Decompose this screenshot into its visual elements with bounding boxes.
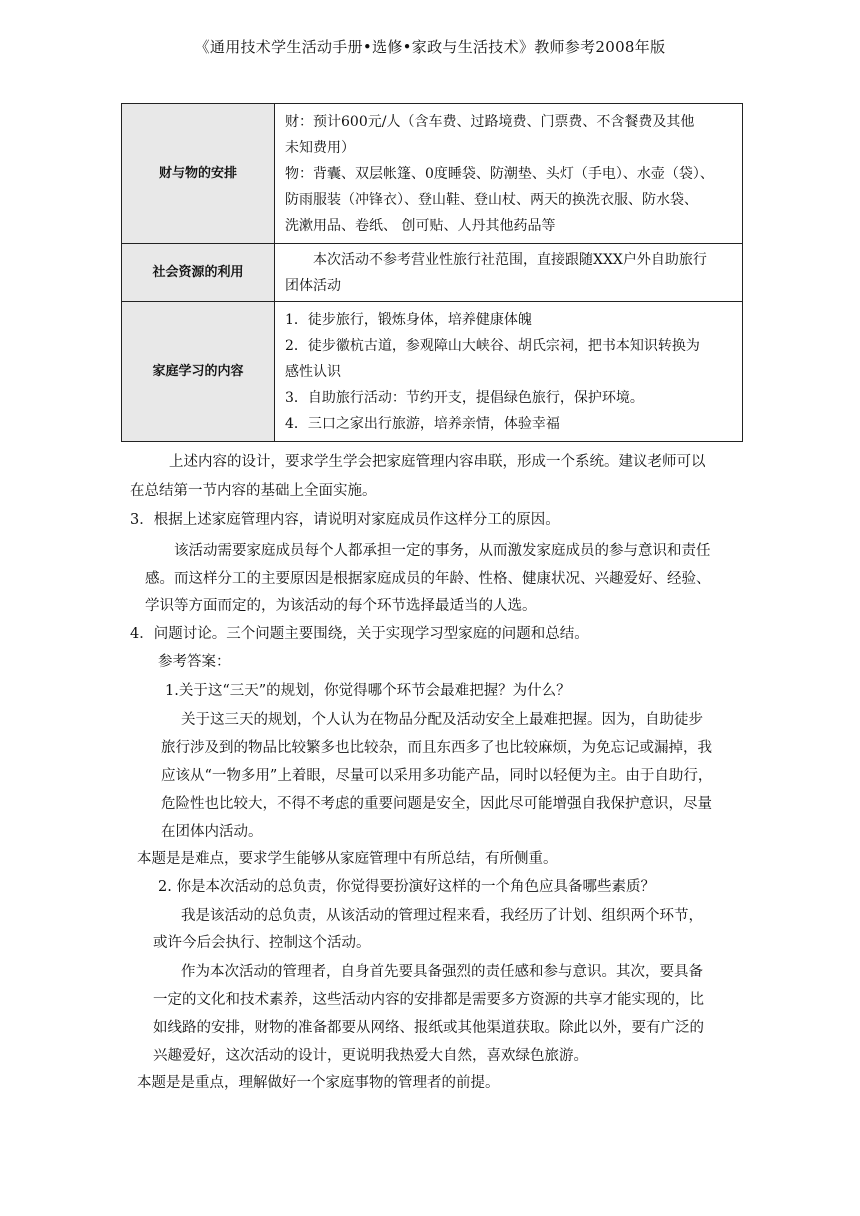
- text-line: 兴趣爱好，这次活动的设计，更说明我热爱大自然，喜欢绿色旅游。: [153, 1048, 588, 1064]
- table-line: 财：预计600元/人（含车费、过路境费、门票费、不含餐费及其他: [285, 113, 695, 130]
- table-line: 本次活动不参考营业性旅行社范围，直接跟随XXX户外自助旅行: [313, 251, 707, 268]
- text-line: 1.关于这“三天”的规划，你觉得哪个环节会最难把握？为什么？: [165, 683, 571, 699]
- text-line: 旅行涉及到的物品比较繁多也比较杂，而且东西多了也比较麻烦，为免忘记或漏掉，我: [161, 740, 712, 756]
- table-line: 4．三口之家出行旅游，培养亲情，体验幸福: [285, 415, 560, 432]
- table-line: 物：背囊、双层帐篷、0度睡袋、防潮垫、头灯（手电）、水壶（袋）、: [285, 165, 714, 182]
- row-content-finance: [275, 104, 743, 244]
- table-line: 未知费用）: [285, 139, 355, 156]
- text-line: 一定的文化和技术素养，这些活动内容的安排都是需要多方资源的共享才能实现的，比: [153, 992, 704, 1008]
- table-line: 3．自助旅行活动：节约开支，提倡绿色旅行，保护环境。: [285, 389, 644, 406]
- text-line: 2. 你是本次活动的总负责，你觉得要扮演好这样的一个角色应具备哪些素质？: [158, 879, 655, 895]
- text-line: 应该从“一物多用”上着眼，尽量可以采用多功能产品，同时以轻便为主。由于自助行，: [161, 768, 713, 784]
- text-line: 本题是是重点，理解做好一个家庭事物的管理者的前提。: [137, 1075, 500, 1091]
- text-line: 4．问题讨论。三个问题主要围绕，关于实现学习型家庭的问题和总结。: [130, 626, 589, 642]
- text-line: 我是该活动的总负责，从该活动的管理过程来看，我经历了计划、组织两个环节，: [181, 908, 703, 924]
- text-line: 如线路的安排，财物的准备都要从网络、报纸或其他渠道获取。除此以外，要有广泛的: [153, 1020, 704, 1036]
- text-line: 该活动需要家庭成员每个人都承担一定的事务，从而激发家庭成员的参与意识和责任: [174, 543, 711, 559]
- text-line: 作为本次活动的管理者，自身首先要具备强烈的责任感和参与意识。其次，要具备: [181, 964, 703, 980]
- text-line: 上述内容的设计，要求学生学会把家庭管理内容串联，形成一个系统。建议老师可以: [169, 454, 706, 470]
- row-label-social-resources: 社会资源的利用: [122, 244, 275, 302]
- row-label-learning-content: 家庭学习的内容: [122, 302, 275, 442]
- table-line: 洗漱用品、卷纸、 创可贴、人丹其他药品等: [285, 217, 556, 234]
- table-line: 2．徒步徽杭古道，参观障山大峡谷、胡氏宗祠，把书本知识转换为: [285, 337, 700, 354]
- row-content-social-resources: [275, 244, 743, 302]
- table-line: 1．徒步旅行，锻炼身体，培养健康体魄: [285, 311, 532, 328]
- text-line: 关于这三天的规划，个人认为在物品分配及活动安全上最难把握。因为，自助徒步: [181, 712, 703, 728]
- row-content-learning-content: [275, 302, 743, 442]
- table-row: [122, 244, 743, 302]
- row-label-finance: 财与物的安排: [122, 104, 275, 244]
- text-line: 感。而这样分工的主要原因是根据家庭成员的年龄、性格、健康状况、兴趣爱好、经验、: [145, 571, 711, 587]
- text-line: 危险性也比较大，不得不考虑的重要问题是安全，因此尽可能增强自我保护意识，尽量: [161, 796, 712, 812]
- table-row: [122, 302, 743, 442]
- text-line: 3．根据上述家庭管理内容，请说明对家庭成员作这样分工的原因。: [130, 512, 560, 528]
- table-line: 感性认识: [285, 363, 341, 380]
- table-row: [122, 104, 743, 244]
- text-line: 或许今后会执行、控制这个活动。: [153, 935, 371, 951]
- text-line: 在总结第一节内容的基础上全面实施。: [130, 483, 377, 499]
- table-line: 团体活动: [285, 277, 341, 294]
- text-line: 本题是是难点，要求学生能够从家庭管理中有所总结，有所侧重。: [137, 851, 558, 867]
- text-line: 参考答案：: [158, 654, 231, 670]
- text-line: 在团体内活动。: [161, 824, 263, 840]
- page-header: 《通用技术学生活动手册•选修•家政与生活技术》教师参考2008年版: [194, 38, 666, 56]
- table-line: 防雨服装（冲锋衣）、登山鞋、登山杖、两天的换洗衣服、防水袋、: [285, 191, 698, 208]
- activity-plan-table: [121, 103, 743, 442]
- text-line: 学识等方面而定的，为该活动的每个环节选择最适当的人选。: [145, 598, 537, 614]
